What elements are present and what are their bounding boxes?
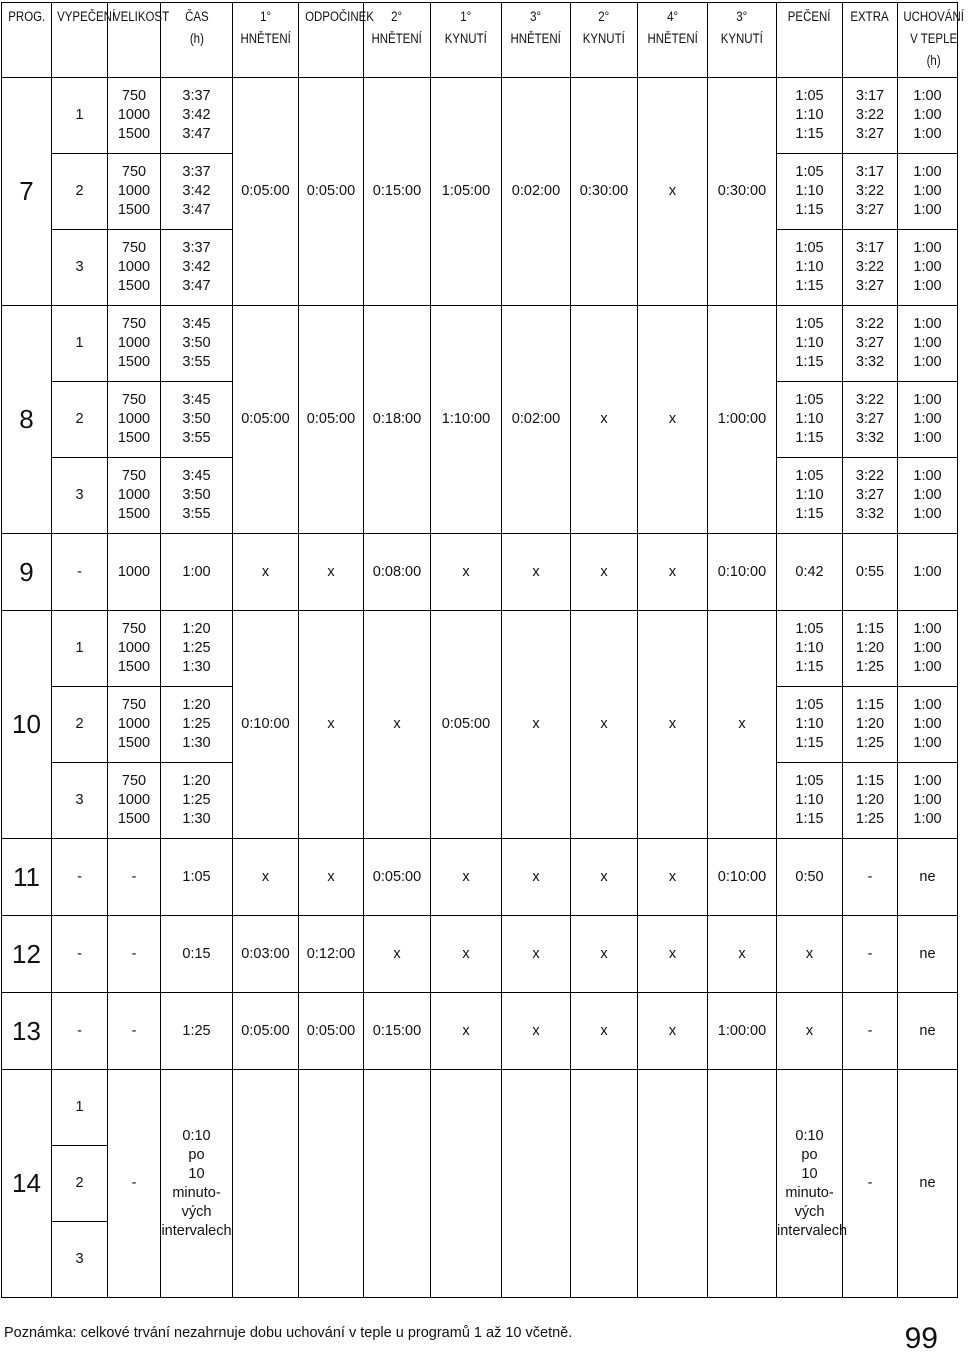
column-header: [364, 3, 431, 78]
column-header-label: VYPEČENÍ: [57, 9, 116, 24]
column-header-label: PROG.: [7, 9, 45, 24]
table-cell: x: [638, 993, 708, 1070]
extra-time: -: [843, 1070, 898, 1298]
empty-cell: [638, 1070, 708, 1298]
table-cell: -: [52, 534, 108, 611]
browning-level: 2: [52, 687, 108, 763]
browning-level: 3: [52, 458, 108, 534]
column-header: [898, 3, 964, 78]
table-cell: x: [708, 916, 777, 993]
table-cell: x: [502, 534, 571, 611]
table-cell: 0:05:00: [364, 839, 431, 916]
baking-time: 1:05 1:10 1:15: [777, 458, 843, 534]
table-cell: x: [777, 916, 843, 993]
baking-time: 1:05 1:10 1:15: [777, 78, 843, 154]
browning-level: 1: [52, 78, 108, 154]
empty-cell: [233, 1070, 299, 1298]
table-row: [2, 839, 958, 916]
table-cell: x: [638, 534, 708, 611]
table-cell: 1:00: [161, 534, 233, 611]
phase-time: 0:02:00: [502, 78, 571, 306]
baking-time: 1:05 1:10 1:15: [777, 154, 843, 230]
keep-warm-time: 1:00 1:00 1:00: [898, 763, 958, 839]
program-number: 10: [2, 611, 52, 839]
keep-warm-time: 1:00 1:00 1:00: [898, 687, 958, 763]
extra-time: 1:15 1:20 1:25: [843, 763, 898, 839]
column-header: [161, 3, 233, 78]
table-cell: -: [52, 839, 108, 916]
phase-time: 0:15:00: [364, 78, 431, 306]
table-row: [2, 306, 958, 382]
phase-time: x: [571, 306, 638, 534]
table-row: [2, 1070, 958, 1146]
keep-warm-time: 1:00 1:00 1:00: [898, 611, 958, 687]
phase-time: x: [638, 611, 708, 839]
header-row: [2, 3, 958, 78]
table-cell: 0:55: [843, 534, 898, 611]
table-cell: -: [843, 993, 898, 1070]
table-cell: 1:25: [161, 993, 233, 1070]
table-cell: 0:05:00: [299, 993, 364, 1070]
table-cell: x: [502, 993, 571, 1070]
phase-time: 1:00:00: [708, 306, 777, 534]
empty-cell: [299, 1070, 364, 1298]
total-time: 3:45 3:50 3:55: [161, 458, 233, 534]
table-cell: 0:10:00: [708, 839, 777, 916]
phase-time: 0:02:00: [502, 306, 571, 534]
program-number: 7: [2, 78, 52, 306]
browning-level: 3: [52, 230, 108, 306]
table-cell: x: [431, 839, 502, 916]
column-header: [233, 3, 299, 78]
browning-level: 1: [52, 306, 108, 382]
column-header: [571, 3, 638, 78]
keep-warm-time: 1:00 1:00 1:00: [898, 78, 958, 154]
phase-time: 0:30:00: [571, 78, 638, 306]
table-cell: 0:10:00: [708, 534, 777, 611]
keep-warm-time: 1:00 1:00 1:00: [898, 230, 958, 306]
table-cell: x: [431, 534, 502, 611]
phase-time: 0:05:00: [299, 306, 364, 534]
table-cell: 0:05:00: [233, 993, 299, 1070]
column-header-label: EXTRA: [850, 9, 890, 24]
table-cell: x: [571, 534, 638, 611]
table-cell: 1000: [108, 534, 161, 611]
column-header-label: VELIKOST: [112, 9, 170, 24]
column-header-label: 1° KYNUTÍ: [444, 9, 488, 46]
column-header-label: 3° HNĚTENÍ: [510, 9, 562, 46]
phase-time: 0:05:00: [233, 78, 299, 306]
baking-time: 1:05 1:10 1:15: [777, 230, 843, 306]
table-cell: -: [52, 993, 108, 1070]
column-header-label: 2° HNĚTENÍ: [371, 9, 423, 46]
phase-time: x: [571, 611, 638, 839]
loaf-size: 750 1000 1500: [108, 154, 161, 230]
total-time: 3:37 3:42 3:47: [161, 154, 233, 230]
empty-cell: [502, 1070, 571, 1298]
column-header-label: UCHOVÁNÍ V TEPLE (h): [903, 9, 964, 68]
column-header: [431, 3, 502, 78]
browning-level: 2: [52, 382, 108, 458]
extra-time: 3:22 3:27 3:32: [843, 382, 898, 458]
table-cell: x: [502, 916, 571, 993]
program-table: [1, 2, 964, 1298]
table-cell: x: [638, 916, 708, 993]
extra-time: 3:17 3:22 3:27: [843, 230, 898, 306]
total-time: 3:45 3:50 3:55: [161, 382, 233, 458]
table-cell: -: [843, 916, 898, 993]
column-header: [2, 3, 52, 78]
column-header-label: 4° HNĚTENÍ: [647, 9, 698, 46]
baking-time: 1:05 1:10 1:15: [777, 306, 843, 382]
baking-time: 1:05 1:10 1:15: [777, 382, 843, 458]
table-cell: x: [571, 916, 638, 993]
program-number: 8: [2, 306, 52, 534]
total-time: 3:37 3:42 3:47: [161, 78, 233, 154]
phase-time: 0:05:00: [233, 306, 299, 534]
table-row: [2, 916, 958, 993]
phase-time: 0:18:00: [364, 306, 431, 534]
column-header: [843, 3, 898, 78]
baking-time: 1:05 1:10 1:15: [777, 611, 843, 687]
column-header-label: ODPOČINEK: [305, 9, 374, 24]
table-cell: 0:08:00: [364, 534, 431, 611]
keep-warm-time: 1:00 1:00 1:00: [898, 154, 958, 230]
extra-time: 3:17 3:22 3:27: [843, 78, 898, 154]
keep-warm-time: 1:00 1:00 1:00: [898, 382, 958, 458]
empty-cell: [431, 1070, 502, 1298]
table-row: [2, 534, 958, 611]
keep-warm-time: ne: [898, 1070, 958, 1298]
total-time: 1:20 1:25 1:30: [161, 763, 233, 839]
program-number: 14: [2, 1070, 52, 1298]
browning-level: 1: [52, 1070, 108, 1146]
footnote: Poznámka: celkové trvání nezahrnuje dobu uchování v teple u programů 1 až 10 včetně.: [4, 1325, 573, 1341]
phase-time: 1:10:00: [431, 306, 502, 534]
loaf-size: 750 1000 1500: [108, 230, 161, 306]
column-header: [52, 3, 116, 78]
phase-time: x: [638, 306, 708, 534]
phase-time: x: [364, 611, 431, 839]
browning-level: 1: [52, 611, 108, 687]
table-cell: x: [502, 839, 571, 916]
table-cell: x: [777, 993, 843, 1070]
extra-time: 3:17 3:22 3:27: [843, 154, 898, 230]
phase-time: 0:30:00: [708, 78, 777, 306]
phase-time: 0:05:00: [431, 611, 502, 839]
table-cell: x: [638, 839, 708, 916]
loaf-size: 750 1000 1500: [108, 763, 161, 839]
table-cell: -: [843, 839, 898, 916]
baking-time: 1:05 1:10 1:15: [777, 687, 843, 763]
loaf-size: 750 1000 1500: [108, 458, 161, 534]
total-time: 3:45 3:50 3:55: [161, 306, 233, 382]
extra-time: 3:22 3:27 3:32: [843, 306, 898, 382]
table-cell: ne: [898, 839, 958, 916]
column-header: [777, 3, 843, 78]
column-header: [299, 3, 374, 78]
table-cell: ne: [898, 916, 958, 993]
baking-time: 0:10 po 10 minuto- vých intervalech: [777, 1070, 843, 1298]
table-row: [2, 611, 958, 687]
table-cell: ne: [898, 993, 958, 1070]
extra-time: 1:15 1:20 1:25: [843, 611, 898, 687]
table-cell: x: [571, 993, 638, 1070]
table-cell: -: [108, 993, 161, 1070]
browning-level: 3: [52, 763, 108, 839]
phase-time: x: [708, 611, 777, 839]
table-cell: 0:15: [161, 916, 233, 993]
total-time: 1:20 1:25 1:30: [161, 687, 233, 763]
table-cell: x: [364, 916, 431, 993]
total-time: 0:10 po 10 minuto- vých intervalech: [161, 1070, 233, 1298]
phase-time: 1:05:00: [431, 78, 502, 306]
column-header: [638, 3, 708, 78]
table-cell: 0:15:00: [364, 993, 431, 1070]
extra-time: 1:15 1:20 1:25: [843, 687, 898, 763]
program-number: 12: [2, 916, 52, 993]
table-cell: x: [299, 534, 364, 611]
loaf-size: 750 1000 1500: [108, 78, 161, 154]
table-cell: x: [299, 839, 364, 916]
phase-time: 0:05:00: [299, 78, 364, 306]
page-number: 99: [904, 1322, 938, 1355]
phase-time: x: [638, 78, 708, 306]
column-header-label: PEČENÍ: [788, 9, 831, 24]
program-number: 11: [2, 839, 52, 916]
table-cell: -: [108, 916, 161, 993]
browning-level: 3: [52, 1222, 108, 1298]
loaf-size: -: [108, 1070, 161, 1298]
phase-time: x: [299, 611, 364, 839]
table-cell: x: [233, 839, 299, 916]
keep-warm-time: 1:00 1:00 1:00: [898, 458, 958, 534]
column-header-label: 1° HNĚTENÍ: [240, 9, 291, 46]
loaf-size: 750 1000 1500: [108, 687, 161, 763]
table-cell: -: [108, 839, 161, 916]
total-time: 3:37 3:42 3:47: [161, 230, 233, 306]
column-header: [108, 3, 170, 78]
loaf-size: 750 1000 1500: [108, 611, 161, 687]
browning-level: 2: [52, 1146, 108, 1222]
extra-time: 3:22 3:27 3:32: [843, 458, 898, 534]
table-cell: x: [571, 839, 638, 916]
phase-time: x: [502, 611, 571, 839]
program-number: 13: [2, 993, 52, 1070]
table-cell: 0:12:00: [299, 916, 364, 993]
table-cell: 0:50: [777, 839, 843, 916]
table-cell: -: [52, 916, 108, 993]
loaf-size: 750 1000 1500: [108, 382, 161, 458]
keep-warm-time: 1:00 1:00 1:00: [898, 306, 958, 382]
column-header-label: 2° KYNUTÍ: [582, 9, 626, 46]
program-number: 9: [2, 534, 52, 611]
table-cell: x: [233, 534, 299, 611]
table-cell: 1:00: [898, 534, 958, 611]
empty-cell: [364, 1070, 431, 1298]
empty-cell: [708, 1070, 777, 1298]
table-cell: x: [431, 916, 502, 993]
empty-cell: [571, 1070, 638, 1298]
column-header-label: ČAS (h): [184, 9, 209, 46]
column-header-label: 3° KYNUTÍ: [720, 9, 764, 46]
table-row: [2, 78, 958, 154]
table-row: [2, 993, 958, 1070]
column-header: [502, 3, 571, 78]
table-cell: 0:42: [777, 534, 843, 611]
column-header: [708, 3, 777, 78]
loaf-size: 750 1000 1500: [108, 306, 161, 382]
baking-time: 1:05 1:10 1:15: [777, 763, 843, 839]
total-time: 1:20 1:25 1:30: [161, 611, 233, 687]
table-cell: 0:03:00: [233, 916, 299, 993]
table-cell: 1:05: [161, 839, 233, 916]
table-cell: 1:00:00: [708, 993, 777, 1070]
browning-level: 2: [52, 154, 108, 230]
table-cell: x: [431, 993, 502, 1070]
phase-time: 0:10:00: [233, 611, 299, 839]
